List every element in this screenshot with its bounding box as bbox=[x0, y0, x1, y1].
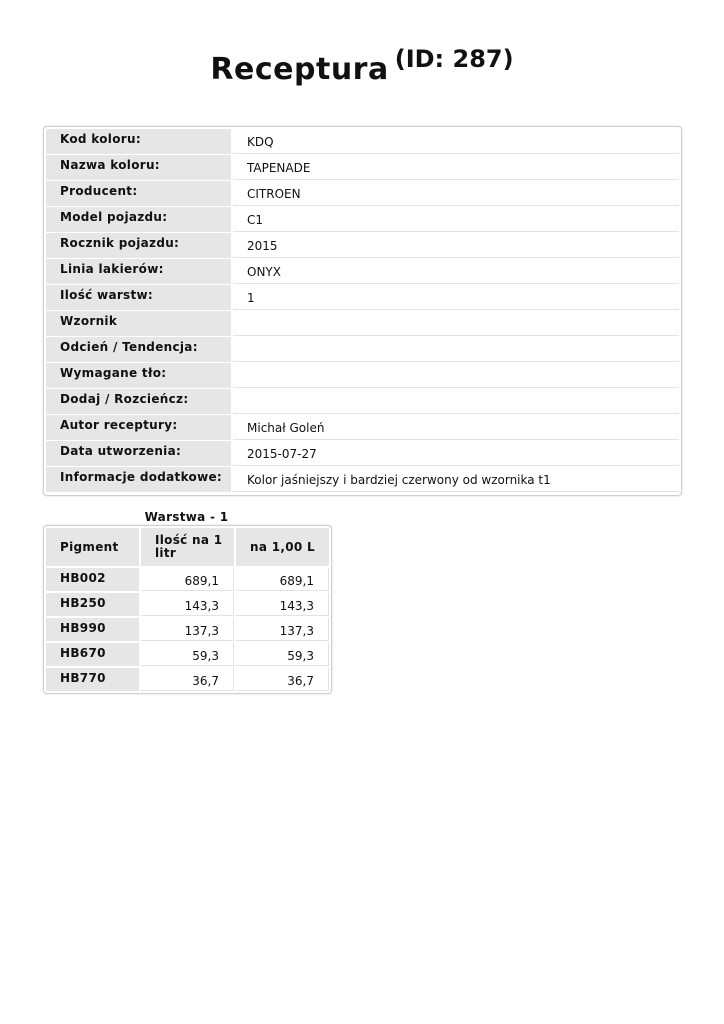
info-row bbox=[46, 259, 679, 285]
page-title bbox=[0, 45, 724, 87]
pigment-row bbox=[46, 668, 329, 691]
info-label: Kod koloru: bbox=[46, 129, 231, 154]
info-label: Odcień / Tendencja: bbox=[46, 337, 231, 362]
info-label: Rocznik pojazdu: bbox=[46, 233, 231, 258]
info-value: 1 bbox=[233, 285, 679, 310]
pigment-per-amount: 36,7 bbox=[236, 668, 329, 691]
pigment-per-liter: 59,3 bbox=[141, 643, 234, 666]
pigment-per-liter: 143,3 bbox=[141, 593, 234, 616]
pigment-per-amount: 143,3 bbox=[236, 593, 329, 616]
pigment-row bbox=[46, 618, 329, 641]
pigment-name: HB770 bbox=[46, 668, 139, 691]
info-row bbox=[46, 233, 679, 259]
info-row bbox=[46, 311, 679, 337]
pigment-table-header bbox=[46, 528, 329, 566]
pigment-name: HB250 bbox=[46, 593, 139, 616]
info-row bbox=[46, 363, 679, 389]
info-row bbox=[46, 441, 679, 467]
info-value: C1 bbox=[233, 207, 679, 232]
info-label: Informacje dodatkowe: bbox=[46, 467, 231, 492]
info-label: Wymagane tło: bbox=[46, 363, 231, 388]
info-label: Linia lakierów: bbox=[46, 259, 231, 284]
info-value: ONYX bbox=[233, 259, 679, 284]
info-value bbox=[233, 311, 679, 336]
pigment-table bbox=[43, 525, 332, 694]
pigment-per-amount: 689,1 bbox=[236, 568, 329, 591]
header-per-amount: na 1,00 L bbox=[236, 528, 329, 566]
info-label: Data utworzenia: bbox=[46, 441, 231, 466]
pigment-name: HB990 bbox=[46, 618, 139, 641]
title-text: Receptura bbox=[210, 52, 389, 87]
info-row bbox=[46, 181, 679, 207]
info-row bbox=[46, 285, 679, 311]
pigment-per-amount: 137,3 bbox=[236, 618, 329, 641]
info-row bbox=[46, 207, 679, 233]
info-row bbox=[46, 389, 679, 415]
pigment-name: HB670 bbox=[46, 643, 139, 666]
pigment-row bbox=[46, 643, 329, 666]
pigment-per-amount: 59,3 bbox=[236, 643, 329, 666]
header-pigment: Pigment bbox=[46, 528, 139, 566]
info-label: Wzornik bbox=[46, 311, 231, 336]
recipe-info-table bbox=[43, 126, 682, 496]
recipe-id: (ID: 287) bbox=[394, 45, 514, 73]
info-label: Model pojazdu: bbox=[46, 207, 231, 232]
info-value: TAPENADE bbox=[233, 155, 679, 180]
info-row bbox=[46, 337, 679, 363]
pigment-per-liter: 36,7 bbox=[141, 668, 234, 691]
info-row bbox=[46, 415, 679, 441]
info-row bbox=[46, 155, 679, 181]
info-label: Nazwa koloru: bbox=[46, 155, 231, 180]
pigment-row bbox=[46, 593, 329, 616]
info-value bbox=[233, 363, 679, 388]
info-row bbox=[46, 467, 679, 493]
pigment-row bbox=[46, 568, 329, 591]
layer-title: Warstwa - 1 bbox=[144, 510, 229, 524]
pigment-name: HB002 bbox=[46, 568, 139, 591]
info-value: 2015-07-27 bbox=[233, 441, 679, 466]
info-label: Dodaj / Rozcieńcz: bbox=[46, 389, 231, 414]
info-value bbox=[233, 337, 679, 362]
info-value: Michał Goleń bbox=[233, 415, 679, 440]
info-value: CITROEN bbox=[233, 181, 679, 206]
info-value: Kolor jaśniejszy i bardziej czerwony od wzornika t1 bbox=[233, 467, 679, 492]
info-value: 2015 bbox=[233, 233, 679, 258]
pigment-per-liter: 137,3 bbox=[141, 618, 234, 641]
info-row bbox=[46, 129, 679, 155]
info-label: Producent: bbox=[46, 181, 231, 206]
header-per-liter: Ilość na 1 litr bbox=[141, 528, 234, 566]
info-label: Autor receptury: bbox=[46, 415, 231, 440]
pigment-per-liter: 689,1 bbox=[141, 568, 234, 591]
info-label: Ilość warstw: bbox=[46, 285, 231, 310]
info-value bbox=[233, 389, 679, 414]
info-value: KDQ bbox=[233, 129, 679, 154]
